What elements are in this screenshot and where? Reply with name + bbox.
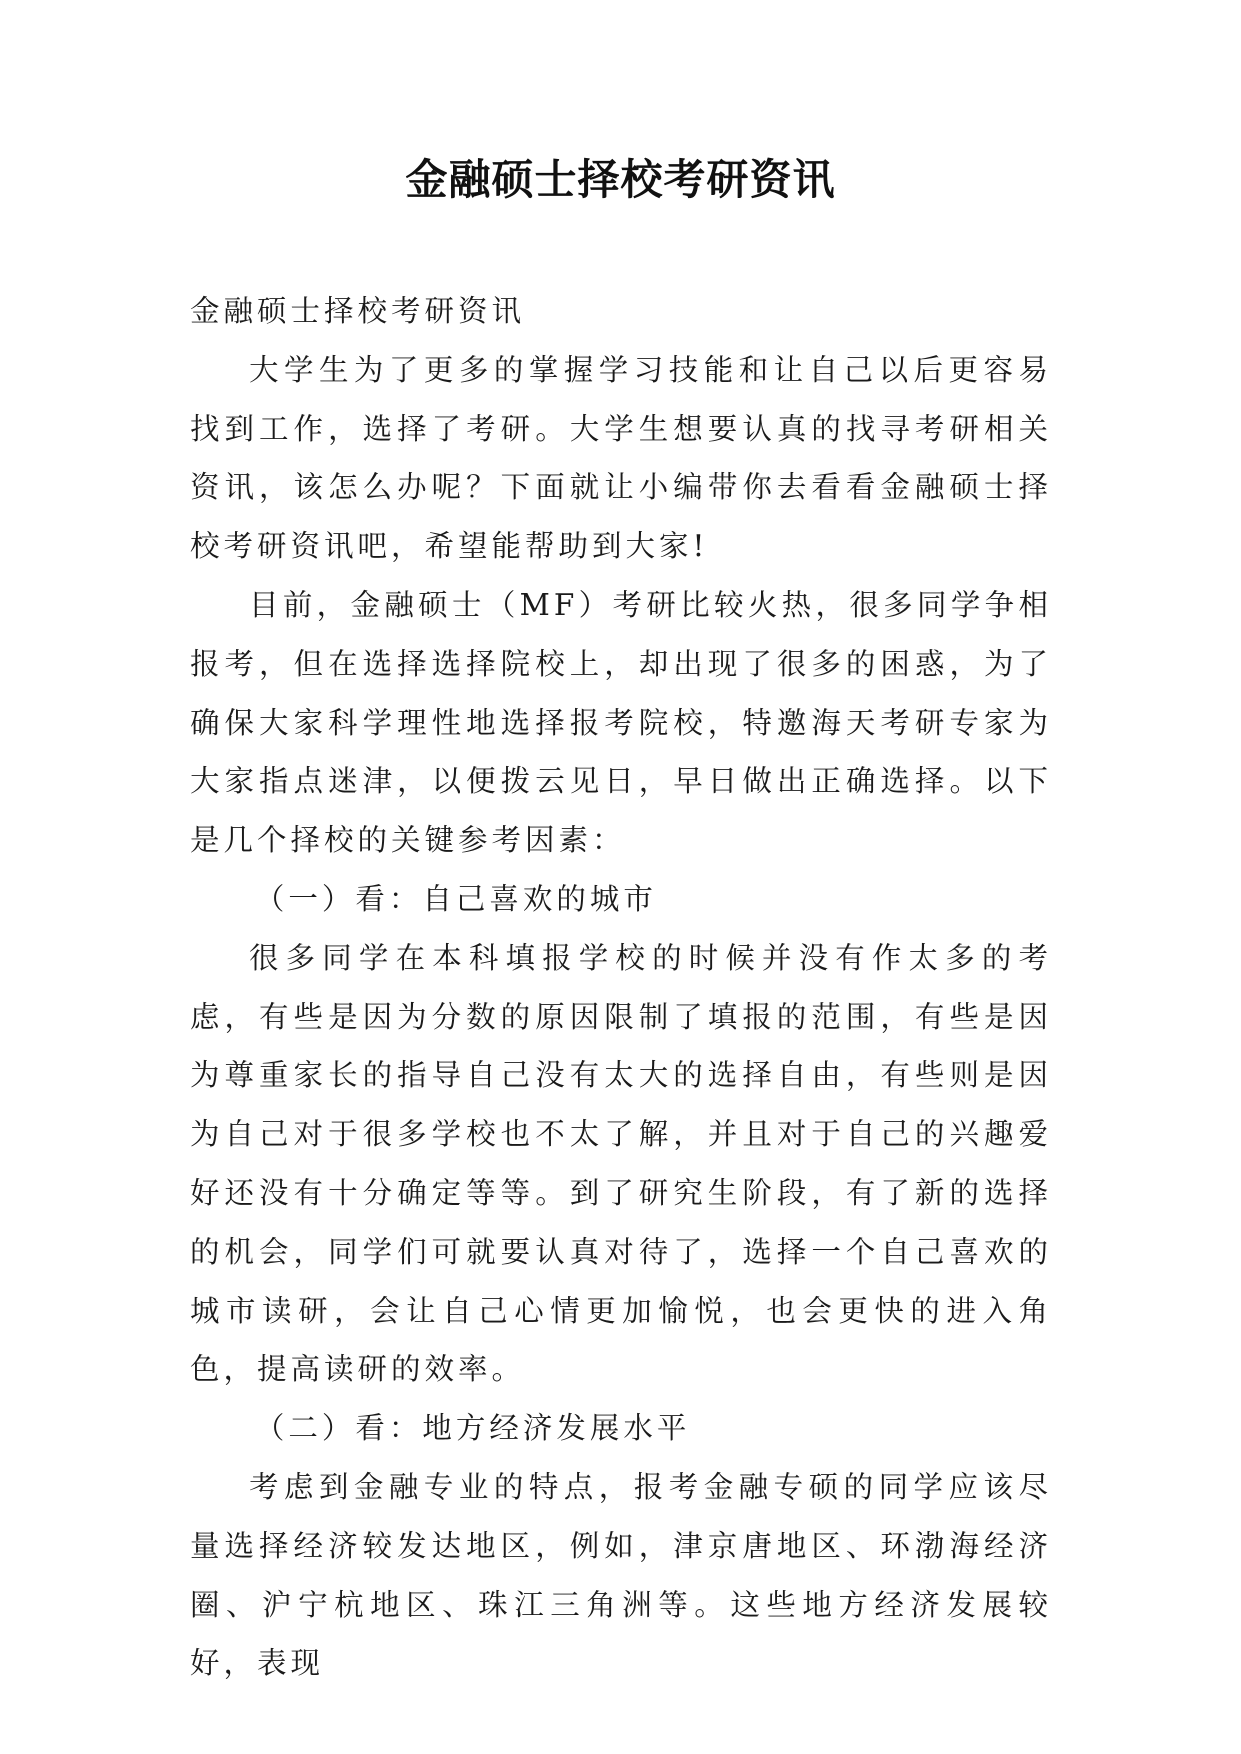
intro-paragraph: 大学生为了更多的掌握学习技能和让自己以后更容易找到工作，选择了考研。大学生想要认真的找寻考研相关资讯，该怎么办呢？下面就让小编带你去看看金融硕士择校考研资讯吧，希望能帮助到大家! (190, 352, 1052, 564)
document-title: 金融硕士择校考研资讯 (405, 155, 836, 204)
city-paragraph: 很多同学在本科填报学校的时候并没有作太多的考虑，有些是因为分数的原因限制了填报的范围，有些是因为尊重家长的指导自己没有太大的选择自由，有些则是因为自己对于很多学校也不太了解，并且对于自己的兴趣爱好还没有十分确定等等。到了研究生阶段，有了新的选择的机会，同学们可就要认真对待了，选择一个自己喜欢的城市读研，会让自己心情更加愉悦，也会更快的进入角色，提高读研的效率。 (190, 940, 1052, 1387)
economy-paragraph: 考虑到金融专业的特点，报考金融专硕的同学应该尽量选择经济较发达地区，例如，津京唐地区、环渤海经济圈、沪宁杭地区、珠江三角洲等。这些地方经济发展较好，表现 (190, 1469, 1052, 1681)
section-heading-city: （一）看：自己喜欢的城市 (254, 881, 657, 916)
body-heading-line: 金融硕士择校考研资讯 (190, 294, 526, 328)
overview-paragraph: 目前，金融硕士（MF）考研比较火热，很多同学争相报考，但在选择选择院校上，却出现了很多的困惑，为了确保大家科学理性地选择报考院校，特邀海天考研专家为大家指点迷津，以便拨云见日，早日做出正确选择。以下是几个择校的关键参考因素： (190, 587, 1052, 858)
document-body (190, 282, 1052, 1693)
section-heading-economy: （二）看：地方经济发展水平 (254, 1411, 691, 1446)
